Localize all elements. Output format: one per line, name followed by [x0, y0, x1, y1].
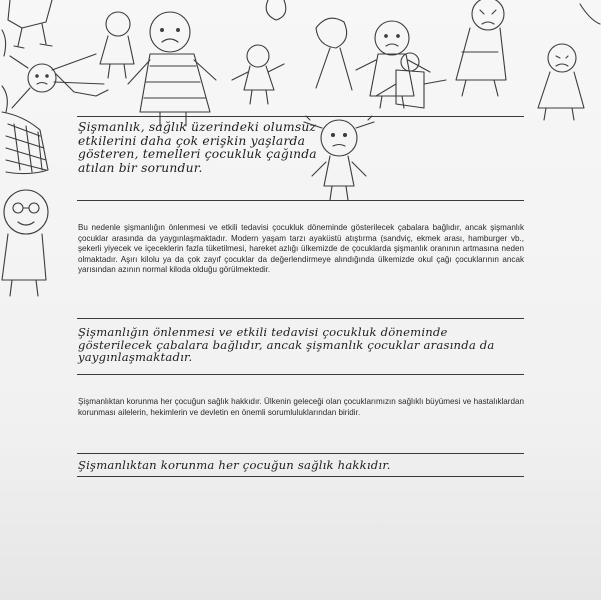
- divider-line: [77, 116, 524, 117]
- child-figure-right-3: [538, 4, 600, 120]
- divider-line: [77, 318, 524, 319]
- body-paragraph-2: Şişmanlıktan korunma her çocuğun sağlık hakkıdır. Ülkenin geleceği olan çocuklarımızın sağlıklı büyümesi ve hastalıklardan korunması ailelerin, hekimlerin ve devletin en önemli sorumluluklarından biridir.: [78, 397, 524, 417]
- divider-line: [77, 200, 524, 201]
- body-paragraph-1: Bu nedenle şişmanlığın önlenmesi ve etkili tedavisi çocukluk döneminde gösterilecek çabalara bağlıdır, ancak şişmanlık çocuklar arasında da yaygınlaşmaktadır. Modern yaşam tarzı ayaküstü atıştırma (sandviç, ekmek arası, hamburger vb., şekerli yiyecek ve içeceklerin fazla tüketilmesi, hareket azlığı ülkemizde de çocuklarda şişmanlık oranının artmasına neden olmaktadır. Aşırı kilolu ya da çok zayıf çocuklar da değerlendirmeye alındığında ülkemizde okul çağı çocuklarının ancak yarısından azının normal kiloda olduğu görülmektedir.: [78, 223, 524, 275]
- child-figure-top-center: [266, 0, 352, 90]
- divider-line: [77, 476, 524, 477]
- child-figure-right-2: [456, 0, 506, 96]
- quote-bottom: Şişmanlıktan korunma her çocuğun sağlık hakkıdır.: [78, 458, 391, 472]
- child-figure-small-1: [100, 12, 134, 78]
- quote-top: Şişmanlık, sağlık üzerindeki olumsuz etkilerini daha çok erişkin yaşlarda gösteren, temelleri çocukluk çağında atılan bir sorundur.: [78, 120, 317, 175]
- child-figure-tall-dress: [128, 12, 216, 126]
- child-figure-left-boy: [2, 190, 48, 296]
- divider-line: [77, 453, 524, 454]
- divider-line: [77, 374, 524, 375]
- child-figure-left-girl: [2, 86, 48, 174]
- child-figure-small-2: [232, 45, 284, 104]
- child-figure-lying: [10, 54, 108, 108]
- quote-middle: Şişmanlığın önlenmesi ve etkili tedavisi çocukluk döneminde gösterilecek çabalara bağlıdır, ancak şişmanlık çocuklar arasında da yaygınlaşmaktadır.: [78, 325, 495, 365]
- child-figure-top-left: [2, 0, 52, 56]
